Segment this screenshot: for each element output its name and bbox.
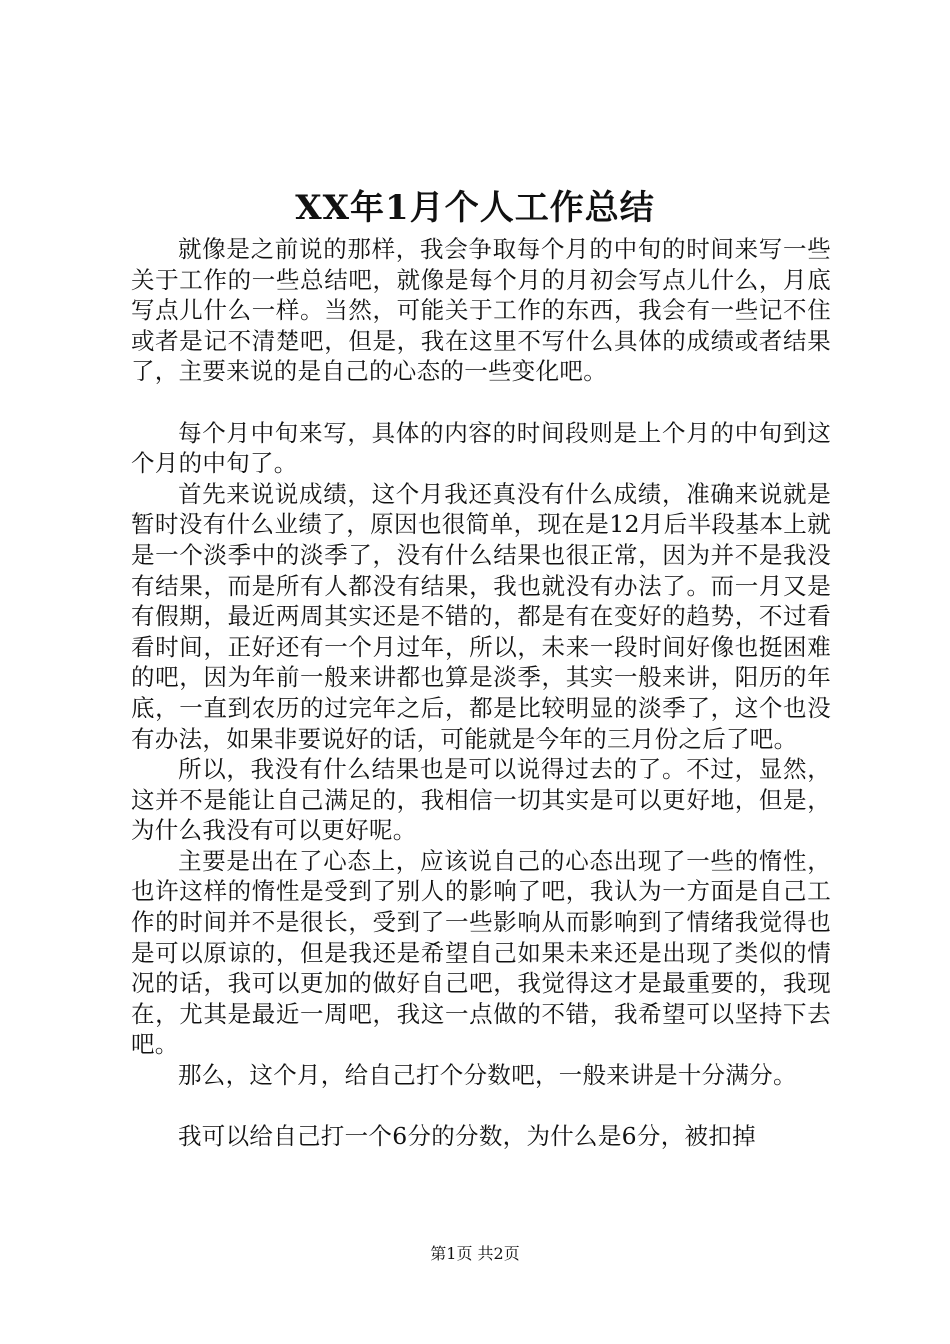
paragraph-7: 我可以给自己打一个6分的分数，为什么是6分，被扣掉 bbox=[178, 1122, 756, 1151]
paragraph-5: 主要是出在了心态上，应该说自己的心态出现了一些的惰性，也许这样的惰性是受到了别人的影响了吧，我认为一方面是自己工作的时间并不是很长，受到了一些影响从而影响到了情绪我觉得也是可以原谅的，但是我还是希望自己如果未来还是出现了类似的情况的话，我可以更加的做好自己吧，我觉得这才是最重要的，我现在，尤其是最近一周吧，我这一点做的不错，我希望可以坚持下去吧。 bbox=[131, 846, 831, 1059]
paragraph-1: 就像是之前说的那样，我会争取每个月的中旬的时间来写一些关于工作的一些总结吧，就像是每个月的月初会写点儿什么，月底写点儿什么一样。当然，可能关于工作的东西，我会有一些记不住或者是记不清楚吧，但是，我在这里不写什么具体的成绩或者结果了，主要来说的是自己的心态的一些变化吧。 bbox=[131, 235, 831, 386]
paragraph-3: 首先来说说成绩，这个月我还真没有什么成绩，准确来说就是暂时没有什么业绩了，原因也很简单，现在是12月后半段基本上就是一个淡季中的淡季了，没有什么结果也很正常，因为并不是我没有结果，而是所有人都没有结果，我也就没有办法了。而一月又是有假期，最近两周其实还是不错的，都是有在变好的趋势，不过看看时间，正好还有一个月过年，所以，未来一段时间好像也挺困难的吧，因为年前一般来讲都也算是淡季，其实一般来讲，阳历的年底，一直到农历的过完年之后，都是比较明显的淡季了，这个也没有办法，如果非要说好的话，可能就是今年的三月份之后了吧。 bbox=[131, 479, 831, 753]
paragraph-6: 那么，这个月，给自己打个分数吧，一般来讲是十分满分。 bbox=[178, 1061, 797, 1090]
page-number-footer: 第1页 共2页 bbox=[430, 1244, 520, 1263]
paragraph-2: 每个月中旬来写，具体的内容的时间段则是上个月的中旬到这个月的中旬了。 bbox=[131, 418, 831, 478]
document-body bbox=[131, 234, 831, 1152]
document-title: XX年1月个人工作总结 bbox=[295, 188, 655, 228]
paragraph-4: 所以，我没有什么结果也是可以说得过去的了。不过，显然，这并不是能让自己满足的，我相信一切其实是可以更好地，但是，为什么我没有可以更好呢。 bbox=[131, 755, 831, 845]
